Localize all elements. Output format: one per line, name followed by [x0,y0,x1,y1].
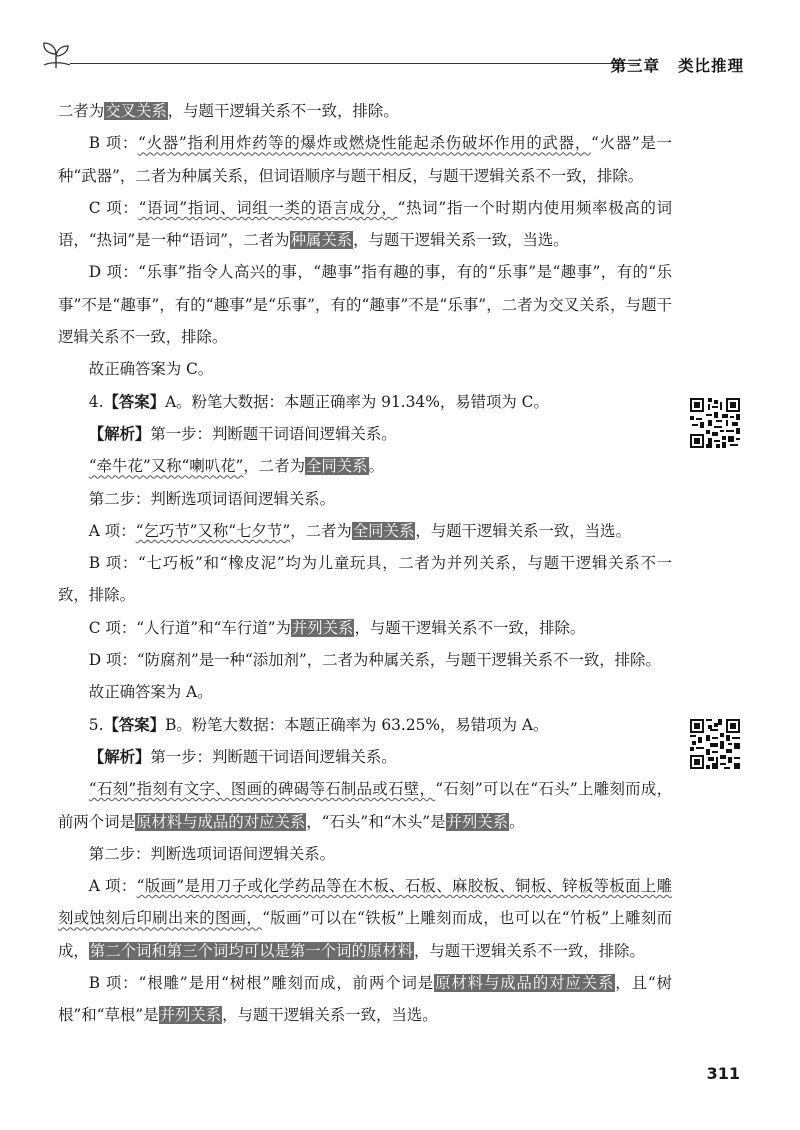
underlined-text: “石刻”指刻有文字、图画的碑碣等石制品或石壁， [88,780,436,799]
highlighted-term: 种属关系 [290,231,353,250]
qr-code-icon[interactable] [690,398,740,448]
step-2 [58,483,672,515]
text: “热词”指一个时期内使用频率极高的词语，“热词”是一种“语词”，二者为 [58,198,672,250]
highlighted-term: 原材料与成品的对应关系 [435,974,615,993]
conclusion [58,676,672,708]
underlined-text: “版画”是用刀子或化学药品等在木板、石板、麻胶板、铜板、锌板等板面上雕刻或蚀刻后印刷出来的图画， [58,877,672,928]
text: D 项：“防腐剂”是一种“添加剂”，二者为种属关系，与题干逻辑关系不一致，排除。 [88,651,661,670]
option-b-paragraph [58,967,672,1032]
option-label: A 项： [88,521,136,540]
underlined-text: “乞巧节”又称“七夕节” [135,521,291,540]
text: ，二者为 [243,457,305,476]
chapter-name: 类比推理 [677,57,744,75]
text: “版画”可以在“铁板”上雕刻而成，也可以在“竹板”上雕刻而成， [58,909,672,960]
paragraph [58,95,672,127]
text: 故正确答案为 C。 [88,360,214,379]
option-label: A 项： [88,877,137,896]
text: ，与题干逻辑关系不一致，排除。 [414,941,645,960]
text: B 项：“根雕”是用“树根”雕刻而成，前两个词是 [88,974,435,993]
analysis-5 [58,741,672,773]
analysis-label: 【解析】 [88,747,151,766]
option-b-paragraph [58,547,672,612]
analysis-label: 【解析】 [88,424,151,443]
text: 。 [509,812,525,831]
highlighted-term: 原材料与成品的对应关系 [135,812,306,831]
text: B 项：“七巧板”和“橡皮泥”均为儿童玩具，二者为并列关系，与题干逻辑关系不一致，排除。 [58,554,672,605]
highlighted-term: 并列关系 [159,1006,222,1025]
underlined-text: “语词”指词、词组一类的语言成分， [138,198,398,217]
text: “火器”是一种“武器”，二者为种属关系，但词语顺序与题干相反，与题干逻辑关系不一致，排除。 [58,134,672,185]
page-header [40,38,752,78]
analysis-4 [58,418,672,450]
text: ，“石头”和“木头”是 [306,812,446,831]
page-number: 311 [706,1064,740,1083]
text: “石刻”可以在“石头”上雕刻而成，前两个词是 [58,780,672,831]
paragraph [58,450,672,482]
answer-label: 【答案】 [103,715,166,734]
option-a-paragraph [58,870,672,967]
option-d-paragraph [58,644,672,676]
underlined-text: “火器”指利用炸药等的爆炸或燃烧性能起杀伤破坏作用的武器， [138,134,591,153]
text: ，与题干逻辑关系一致，当选。 [222,1006,438,1025]
option-d-paragraph [58,256,672,353]
text: 第二步：判断选项词语间逻辑关系。 [88,844,336,863]
highlighted-term: 第二个词和第三个词均可以是第一个词的原材料 [89,941,414,960]
text: 第一步：判断题干词语间逻辑关系。 [150,747,397,766]
text: 。 [368,457,384,476]
text: C 项：“人行道”和“车行道”为 [88,618,291,637]
option-c-paragraph [58,612,672,644]
option-b-paragraph [58,127,672,192]
paragraph [58,773,672,838]
highlighted-term: 并列关系 [291,618,354,637]
answer-4 [58,386,672,418]
text: ，与题干逻辑关系一致，当选。 [415,521,631,540]
text: ，与题干逻辑关系一致，当选。 [353,231,569,250]
answer-5 [58,709,672,741]
text: 第二步：判断选项词语间逻辑关系。 [88,489,336,508]
conclusion [58,353,672,385]
option-label: B 项： [88,134,139,153]
text: ，二者为 [290,521,352,540]
text: ，与题干逻辑关系不一致，排除。 [354,618,586,637]
option-a-paragraph [58,515,672,547]
question-number: 5. [88,715,104,734]
header-rule [70,63,640,64]
step-2 [58,838,672,870]
text: D 项：“乐事”指令人高兴的事，“趣事”指有趣的事，有的“乐事”是“趣事”，有的“乐事”不是“趣事”，有的“趣事”是“乐事”，有的“趣事”不是“乐事”，二者为交叉关系，与题干逻辑关系不一致，排除。 [58,263,672,347]
text: 第一步：判断题干词语间逻辑关系。 [150,424,397,443]
sprout-icon [40,40,74,70]
answer-label: 【答案】 [103,392,166,411]
chapter-title [610,54,744,76]
highlighted-term: 全同关系 [352,521,415,540]
highlighted-term: 并列关系 [446,812,509,831]
highlighted-term: 全同关系 [305,457,368,476]
text: A。粉笔大数据：本题正确率为 91.34%，易错项为 C。 [165,392,549,411]
text: ，且“树根”和“草根”是 [58,974,672,1025]
option-c-paragraph [58,192,672,257]
question-number: 4. [88,392,104,411]
page-body [58,95,672,1032]
option-label: C 项： [88,198,139,217]
highlighted-term: 交叉关系 [105,102,167,120]
text: ，与题干逻辑关系不一致，排除。 [167,102,399,120]
underlined-text: “牵牛花”又称“喇叭花” [88,457,244,476]
qr-code-icon[interactable] [690,719,740,769]
text: 二者为 [58,102,105,120]
chapter-number: 第三章 [610,57,660,75]
text: B。粉笔大数据：本题正确率为 63.25%，易错项为 A。 [165,715,549,734]
text: 故正确答案为 A。 [88,683,213,702]
